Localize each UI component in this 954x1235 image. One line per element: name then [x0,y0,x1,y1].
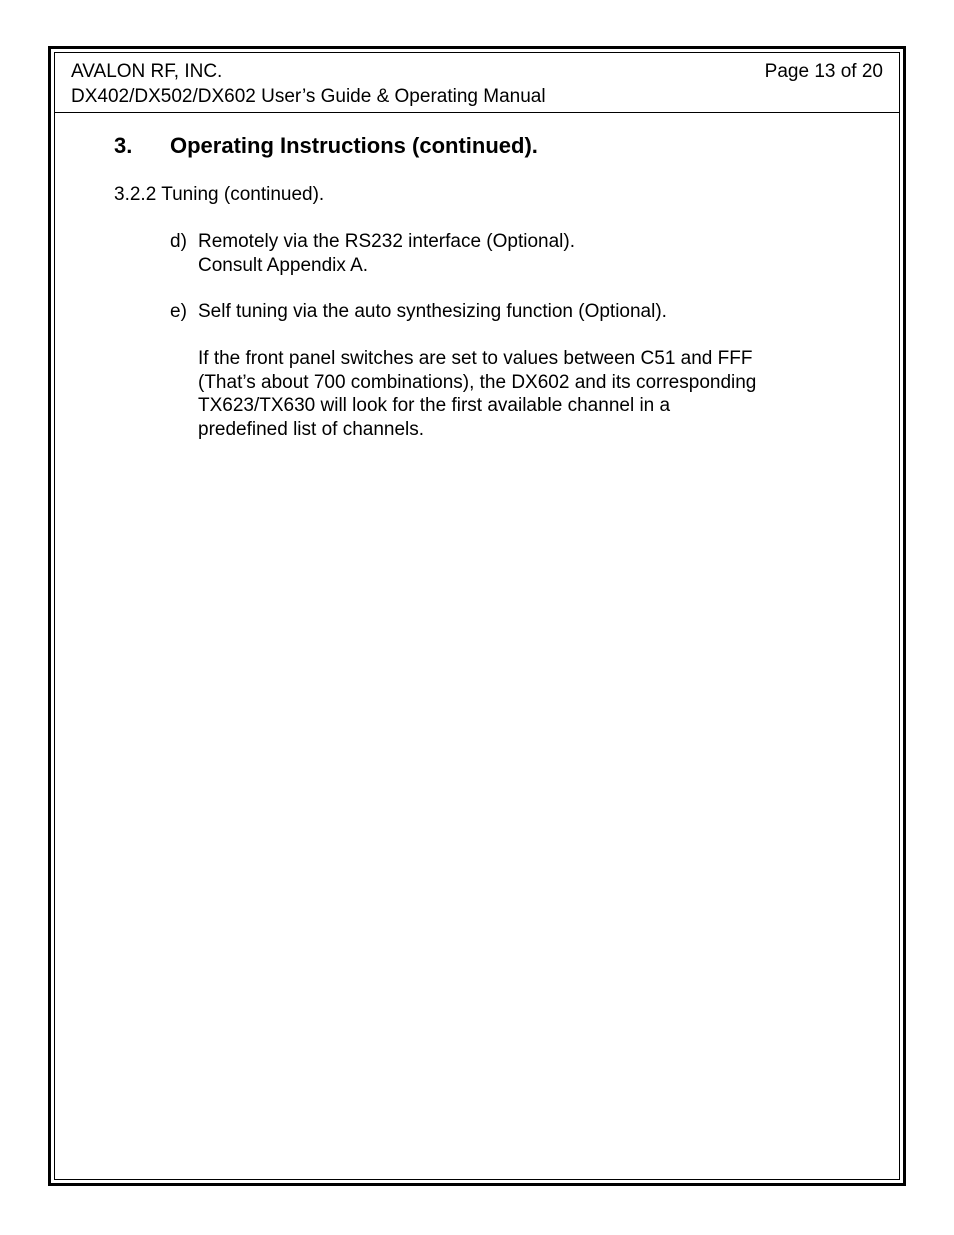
section-title: Operating Instructions (continued). [170,133,538,158]
section-number: 3. [114,133,133,158]
paragraph-line-2: (That’s about 700 combinations), the DX602 and its corresponding [198,371,757,393]
list-item-e [198,300,667,324]
list-item-d [198,230,575,277]
page-header [55,53,899,113]
page-content [54,52,900,1180]
document-title: DX402/DX502/DX602 User’s Guide & Operating Manual [71,86,546,107]
subsection-heading: 3.2.2 Tuning (continued). [114,184,325,205]
auto-synth-paragraph [198,347,756,441]
list-item-d-line-2: Consult Appendix A. [198,254,369,276]
company-name: AVALON RF, INC. [71,61,223,82]
list-marker-e: e) [170,301,187,322]
paragraph-line-4: predefined list of channels. [198,418,425,440]
page-number: Page 13 of 20 [764,61,883,82]
list-item-d-line-1: Remotely via the RS232 interface (Optional). [198,231,576,252]
list-marker-d: d) [170,231,187,252]
page-border [48,46,906,1186]
paragraph-line-3: TX623/TX630 will look for the first available channel in a [198,395,671,416]
list-item-e-line-1: Self tuning via the auto synthesizing function (Optional). [198,301,667,322]
paragraph-line-1: If the front panel switches are set to values between C51 and FFF [198,348,753,369]
